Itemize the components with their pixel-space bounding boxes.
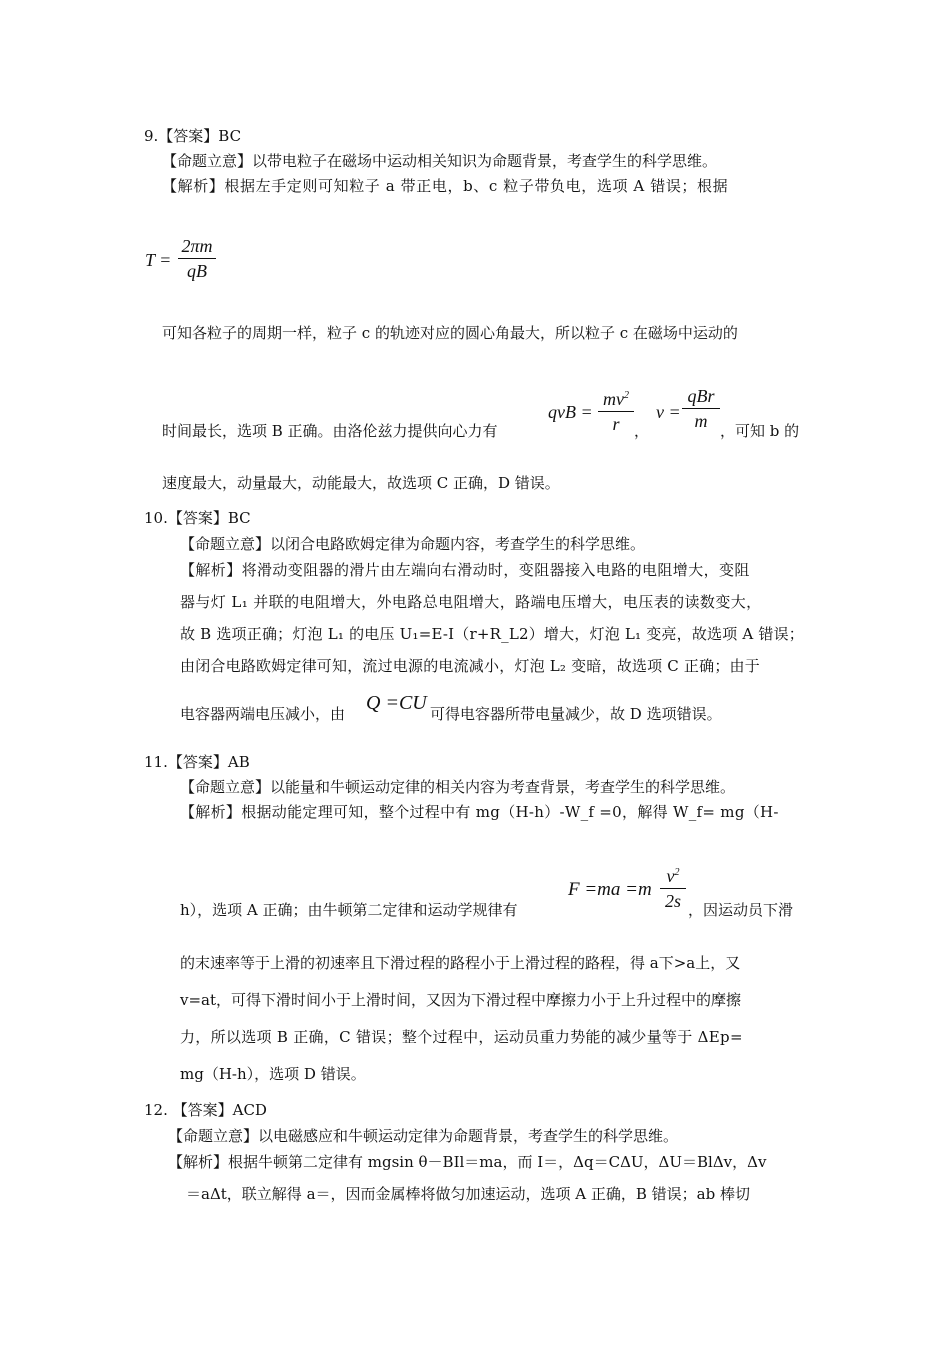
q11-answer: 11.【答案】AB (144, 753, 250, 771)
q9-formula-qvB-lhs: qvB = (548, 402, 593, 422)
q11-analysis-line3: 的末速率等于上滑的初速率且下滑过程的路程小于上滑过程的路程，得 a下>a上，又 (180, 954, 741, 972)
q11-analysis-line6: mg（H-h），选项 D 错误。 (180, 1065, 366, 1083)
q9-formula-v-den: m (694, 411, 708, 431)
q9-formula-v-lhs: v = (656, 402, 681, 422)
q11-formula-F-lhs: F =ma =m (568, 879, 652, 900)
q10-intent: 【命题立意】以闭合电路欧姆定律为命题内容，考查学生的科学思维。 (180, 535, 646, 553)
q9-formula-qvB-den: r (612, 414, 620, 434)
q9-formula-qvB-fraction: $mv^2$ r (598, 386, 634, 434)
q10-analysis-line5b: 可得电容器所带电量减少，故 D 选项错误。 (430, 705, 722, 723)
q10-analysis-line4: 由闭合电路欧姆定律可知，流过电源的电流减小，灯泡 L₂ 变暗，故选项 C 正确；由于 (180, 657, 760, 675)
q9-formula-T-den: qB (187, 261, 207, 281)
q10-analysis-line2: 器与灯 L₁ 并联的电阻增大，外电路总电阻增大，路端电压增大，电压表的读数变大， (180, 593, 762, 611)
q9-formula-v-fraction (682, 386, 720, 431)
q12-analysis-line1: 【解析】根据牛顿第二定律有 mgsin θ－BIl＝ma，而 I＝，Δq＝CΔU，ΔU＝BlΔv，Δv (168, 1153, 767, 1171)
q9-formula-T-lhs: T = (145, 250, 172, 270)
q9-analysis-line2: 可知各粒子的周期一样，粒子 c 的轨迹对应的圆心角最大，所以粒子 c 在磁场中运动的 (162, 324, 738, 342)
q9-formula-T-fraction (178, 236, 216, 281)
q11-analysis-line1: 【解析】根据动能定理可知，整个过程中有 mg（H-h）-W_f =0，解得 W_f= mg（H- (180, 803, 779, 821)
q9-analysis-line4: 速度最大，动量最大，动能最大，故选项 C 正确，D 错误。 (162, 474, 560, 492)
q11-intent: 【命题立意】以能量和牛顿运动定律的相关内容为考查背景，考查学生的科学思维。 (180, 778, 736, 796)
q9-formula-v-num: qBr (687, 386, 715, 406)
q12-intent: 【命题立意】以电磁感应和牛顿运动定律为命题背景，考查学生的科学思维。 (168, 1127, 679, 1145)
q9-formula-qvB-num: mv (603, 389, 624, 409)
q9-intent: 【命题立意】以带电粒子在磁场中运动相关知识为命题背景，考查学生的科学思维。 (162, 152, 718, 170)
q12-answer: 12. 【答案】ACD (144, 1101, 267, 1119)
q9-comma: ， (634, 422, 650, 440)
q11-formula-F-num: v (666, 866, 675, 886)
q10-analysis-line3: 故 B 选项正确；灯泡 L₁ 的电压 U₁=E-I（r+R_L2）增大，灯泡 L₁ 变亮，故选项 A 错误； (180, 625, 805, 643)
q11-analysis-line5: 力，所以选项 B 正确，C 错误；整个过程中，运动员重力势能的减少量等于 ΔEp= (180, 1028, 743, 1046)
q11-analysis-line2b: ，因运动员下滑 (688, 901, 794, 919)
q12-analysis-line2: ＝aΔt，联立解得 a＝，因而金属棒将做匀加速运动，选项 A 正确，B 错误；ab 棒切 (186, 1185, 750, 1203)
q9-analysis-line1: 【解析】根据左手定则可知粒子 a 带正电，b、c 粒子带负电，选项 A 错误；根据 (162, 177, 729, 195)
q10-analysis-line5a: 电容器两端电压减小，由 (180, 705, 346, 723)
q9-analysis-line3a: 时间最长，选项 B 正确。由洛伦兹力提供向心力有 (162, 422, 498, 440)
q10-formula-Q: Q =CU (366, 692, 427, 714)
q11-analysis-line4: v=at，可得下滑时间小于上滑时间，又因为下滑过程中摩擦力小于上升过程中的摩擦 (180, 991, 742, 1009)
q9-analysis-line3b: ，可知 b 的 (720, 422, 800, 440)
q9-formula-T-num: 2πm (181, 236, 213, 256)
q10-answer: 10.【答案】BC (144, 509, 251, 527)
q11-formula-F-den: 2s (664, 891, 681, 911)
q9-answer: 9.【答案】BC (144, 127, 242, 145)
q11-analysis-line2a: h），选项 A 正确；由牛顿第二定律和运动学规律有 (180, 901, 518, 919)
q10-analysis-line1: 【解析】将滑动变阻器的滑片由左端向右滑动时，变阻器接入电路的电阻增大，变阻 (180, 561, 750, 579)
q11-formula-F-fraction: $v^2$ 2s (660, 863, 686, 911)
